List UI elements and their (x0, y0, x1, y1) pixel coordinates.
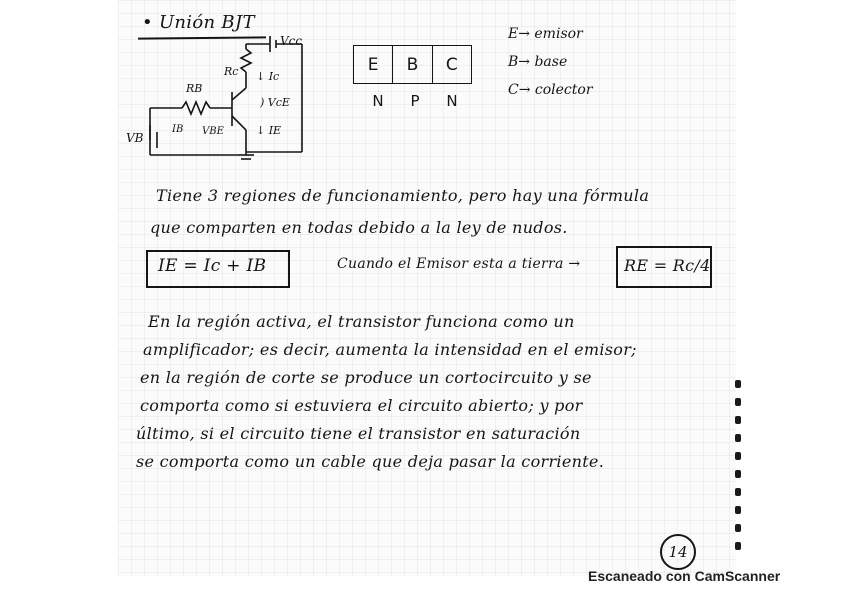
scanner-watermark: Escaneado con CamScanner (588, 568, 781, 584)
regions-line-2: amplificador; es decir, aumenta la intensidad en el emisor; (143, 340, 637, 359)
intro-line-2: que comparten en todas debido a la ley de nudos. (150, 218, 568, 237)
legend-base: B→ base (508, 54, 568, 70)
legend-collector: C→ colector (508, 82, 593, 98)
regions-line-3: en la región de corte se produce un cortocircuito y se (140, 368, 592, 387)
regions-line-6: se comporta como un cable que deja pasar la corriente. (136, 452, 605, 471)
regions-line-1: En la región activa, el transistor funciona como un (148, 312, 575, 331)
page-number: 14 (660, 534, 696, 570)
doping-type-c: N (446, 92, 458, 110)
intro-line-1: Tiene 3 regiones de funcionamiento, pero hay una fórmula (156, 186, 650, 205)
vcc-label: Vcc (280, 34, 303, 48)
ebc-cell-b: B (392, 46, 431, 83)
legend-emitter: E→ emisor (508, 26, 583, 42)
ib-label: IB (172, 124, 184, 135)
grounded-emitter-text: Cuando el Emisor esta a tierra → (337, 256, 581, 272)
ie-label: ↓ IE (256, 124, 282, 137)
ebc-table (353, 45, 472, 84)
doping-types (360, 92, 470, 110)
ebc-cell-c: C (432, 46, 471, 83)
vce-label: ) VcE (260, 96, 290, 109)
re-equation: RE = Rc/4 (624, 256, 711, 275)
page-title: • Unión BJT (142, 12, 255, 33)
regions-line-4: comporta como si estuviera el circuito abierto; y por (140, 396, 583, 415)
vb-label: VB (126, 131, 144, 145)
ie-equation: IE = Ic + IB (158, 256, 267, 276)
doping-type-b: P (410, 92, 420, 110)
rc-label: Rc (224, 65, 239, 78)
vbe-label: VBE (202, 126, 224, 137)
bjt-circuit-diagram (120, 30, 320, 170)
regions-line-5: último, si el circuito tiene el transistor en saturación (136, 424, 581, 443)
ebc-cell-e: E (367, 54, 379, 75)
rb-label: RB (186, 82, 203, 95)
doping-type-e: N (372, 92, 384, 110)
ic-label: ↓ Ic (256, 70, 280, 83)
